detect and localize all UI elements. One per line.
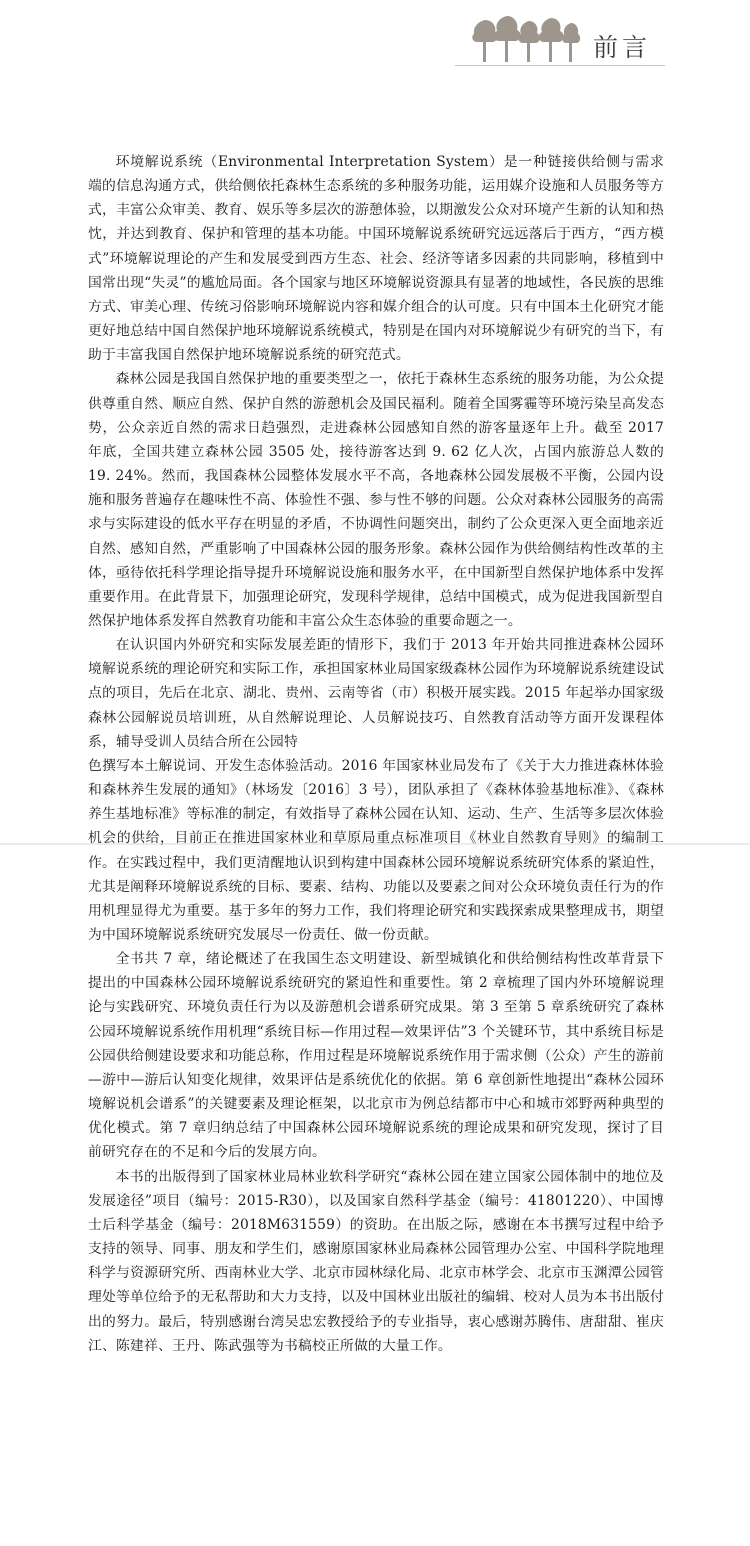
paragraph: 环境解说系统（Environmental Interpretation System）是一种链接供给侧与需求端的信息沟通方式，供给侧依托森林生态系统的多种服务功能，运用媒介设施和人员服务等方式，丰富公众审美、教育、娱乐等多层次的游憩体验，以期激发公众对环境产生新的认知和热忱，并达到教育、保护和管理的基本功能。中国环境解说系统研究远远落后于西方，“西方模式”环境解说理论的产生和发展受到西方生态、社会、经济等诸多因素的共同影响，移植到中国常出现“失灵”的尴尬局面。各个国家与地区环境解说资源具有显著的地域性，各民族的思维方式、审美心理、传统习俗影响环境解说内容和媒介组合的认可度。只有中国本土化研究才能更好地总结中国自然保护地环境解说系统模式，特别是在国内对环境解说少有研究的当下，有助于丰富我国自然保护地环境解说系统的研究范式。 <box>88 154 664 364</box>
preface-body <box>88 150 664 1358</box>
chapter-header <box>455 8 665 66</box>
paragraph-continued: 色撰写本土解说词、开发生态体验活动。2016 年国家林业局发布了《关于大力推进森林体验和森林养生发展的通知》（林场发〔2016〕3 号），团队承担了《森林体验基地标准》、《森林养生基地标准》等标准的制定，有效指导了森林公园在认知、运动、生产、生活等多层次体验机会的供给，目前正在推进国家林业和草原局重点标准项目《林业自然教育导则》的编制工作。在实践过程中，我们更清醒地认识到构建中国森林公园环境解说系统研究体系的紧迫性，尤其是阐释环境解说系统的目标、要素、结构、功能以及要素之间对公众环境负责任行为的作用机理显得尤为重要。基于多年的努力工作，我们将理论研究和实践探索成果整理成书，期望为中国环境解说系统研究发展尽一份责任、做一份贡献。 <box>88 757 664 943</box>
paragraph: 全书共 7 章，绪论概述了在我国生态文明建设、新型城镇化和供给侧结构性改革背景下提出的中国森林公园环境解说系统研究的紧迫性和重要性。第 2 章梳理了国内外环境解说理论与实践研究、环境负责任行为以及游憩机会谱系研究成果。第 3 至第 5 章系统研究了森林公园环境解说系统作用机理“系统目标—作用过程—效果评估”3 个关键环节，其中系统目标是公园供给侧建设要求和功能总称，作用过程是环境解说系统作用于需求侧（公众）产生的游前—游中—游后认知变化规律，效果评估是系统优化的依据。第 6 章创新性地提出“森林公园环境解说机会谱系”的关键要素及理论框架，以北京市为例总结都市中心和城市郊野两种典型的优化模式。第 7 章归纳总结了中国森林公园环境解说系统的理论成果和研究发现，探讨了目前研究存在的不足和今后的发展方向。 <box>88 951 664 1161</box>
header-divider <box>455 65 665 66</box>
paragraph: 本书的出版得到了国家林业局林业软科学研究“森林公园在建立国家公园体制中的地位及发展途径”项目（编号：2015-R30），以及国家自然科学基金（编号：41801220）、中国博士后科学基金（编号：2018M631559）的资助。在出版之际，感谢在本书撰写过程中给予支持的领导、同事、朋友和学生们，感谢原国家林业局森林公园管理办公室、中国科学院地理科学与资源研究所、西南林业大学、北京市园林绿化局、北京市林学会、北京市玉渊潭公园管理处等单位给予的无私帮助和大力支持，以及中国林业出版社的编辑、校对人员为本书出版付出的努力。最后，特别感谢台湾吴忠宏教授给予的专业指导，衷心感谢苏腾伟、唐甜甜、崔庆江、陈建祥、王丹、陈武强等为书稿校正所做的大量工作。 <box>88 1168 664 1354</box>
page-title: 前言 <box>593 33 652 62</box>
tree-icon <box>471 14 581 64</box>
paragraph: 在认识国内外研究和实际发展差距的情形下，我们于 2013 年开始共同推进森林公园环境解说系统的理论研究和实际工作，承担国家林业局国家级森林公园作为环境解说系统建设试点的项目，先后在北京、湖北、贵州、云南等省（市）积极开展实践。2015 年起举办国家级森林公园解说员培训班，从自然解说理论、人员解说技巧、自然教育活动等方面开发课程体系，辅导受训人员结合所在公园特 <box>88 637 664 750</box>
paragraph: 森林公园是我国自然保护地的重要类型之一，依托于森林生态系统的服务功能，为公众提供尊重自然、顺应自然、保护自然的游憩机会及国民福利。随着全国雾霾等环境污染呈高发态势，公众亲近自然的需求日趋强烈，走进森林公园感知自然的游客量逐年上升。截至 2017 年底，全国共建立森林公园 3505 处，接待游客达到 9. 62 亿人次，占国内旅游总人数的 19. 24%。然而，我国森林公园整体发展水平不高，各地森林公园发展极不平衡，公园内设施和服务普遍存在趣味性不高、体验性不强、参与性不够的问题。公众对森林公园服务的高需求与实际建设的低水平存在明显的矛盾，不协调性问题突出，制约了公众更深入更全面地亲近自然、感知自然，严重影响了中国森林公园的服务形象。森林公园作为供给侧结构性改革的主体，亟待依托科学理论指导提升环境解说设施和服务水平，在中国新型自然保护地体系中发挥重要作用。在此背景下，加强理论研究，发现科学规律，总结中国模式，成为促进我国新型自然保护地体系发挥自然教育功能和丰富公众生态体验的重要命题之一。 <box>88 371 664 629</box>
